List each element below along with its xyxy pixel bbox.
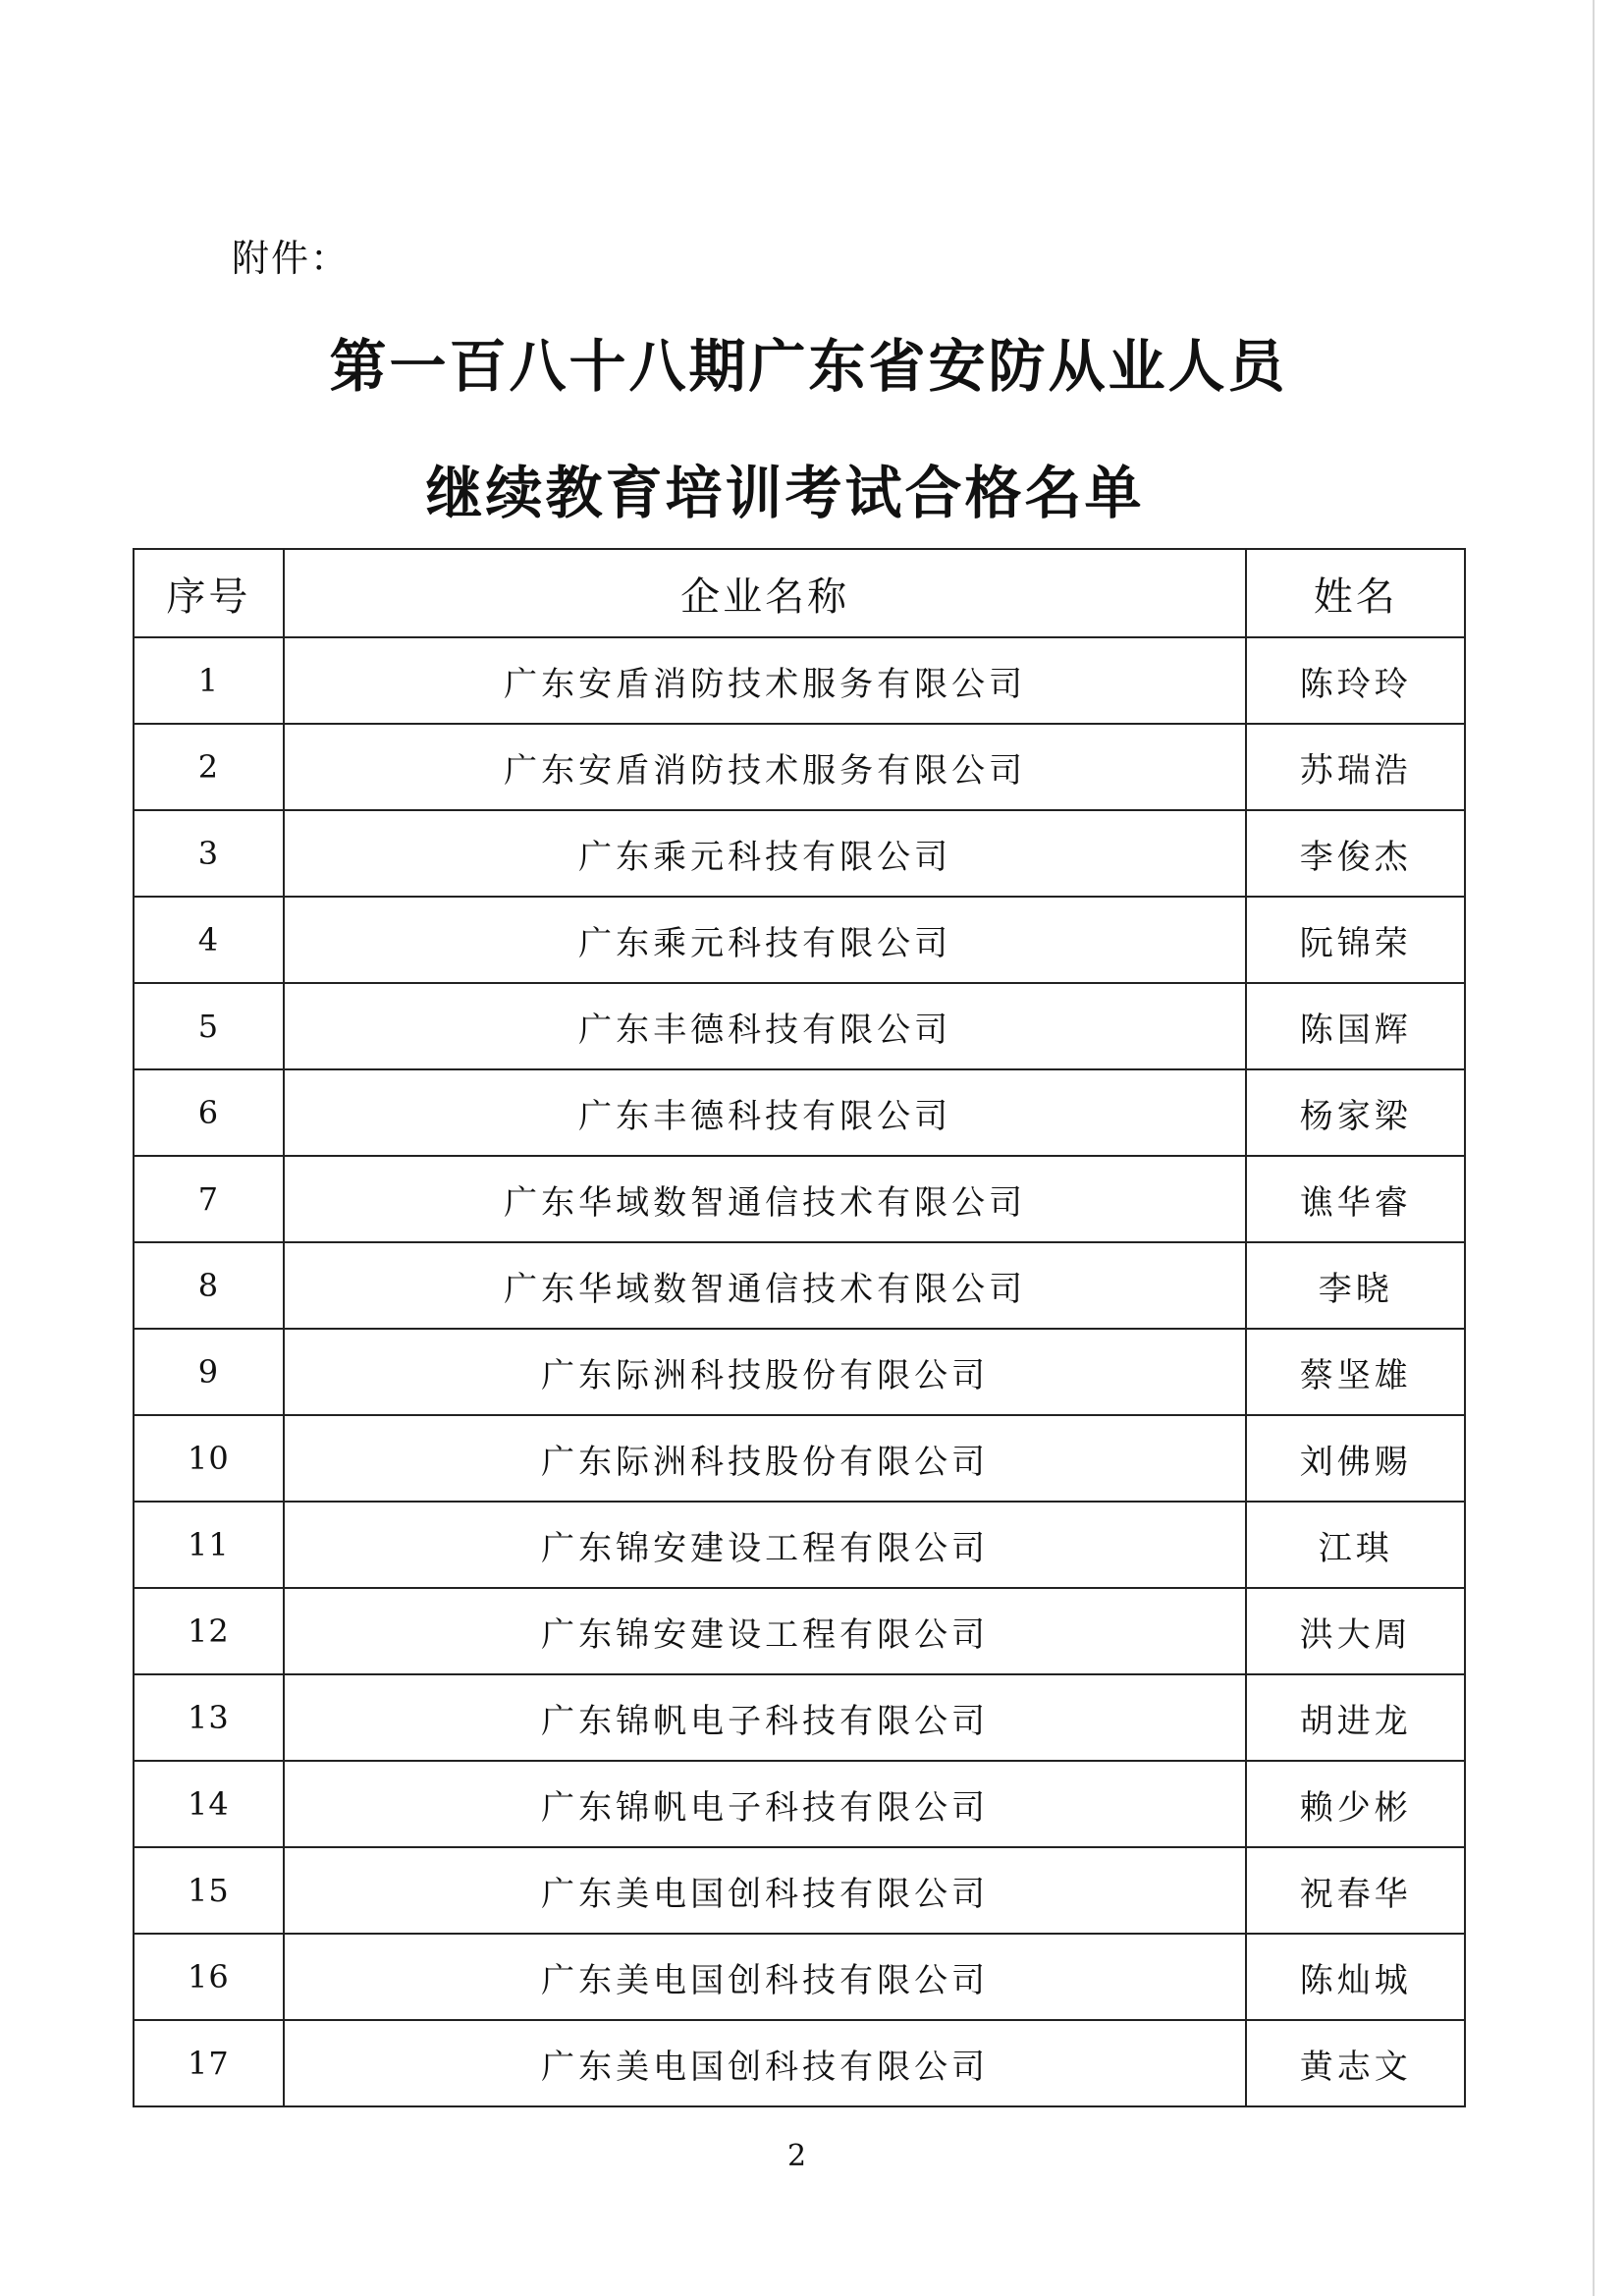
table-row xyxy=(134,1761,1465,1847)
row-index: 13 xyxy=(134,1674,284,1761)
row-name: 胡进龙 xyxy=(1246,1674,1465,1761)
row-index: 6 xyxy=(134,1069,284,1156)
table-row xyxy=(134,1069,1465,1156)
table-row xyxy=(134,1674,1465,1761)
row-company: 广东锦安建设工程有限公司 xyxy=(284,1588,1247,1674)
row-index: 16 xyxy=(134,1934,284,2020)
row-name: 陈灿城 xyxy=(1246,1934,1465,2020)
row-index: 2 xyxy=(134,724,284,810)
row-name: 刘佛赐 xyxy=(1246,1415,1465,1502)
header-name: 姓名 xyxy=(1246,549,1465,637)
attachment-label: 附件： xyxy=(232,237,351,280)
row-index: 9 xyxy=(134,1329,284,1415)
row-name: 江琪 xyxy=(1246,1502,1465,1588)
row-name: 陈玲玲 xyxy=(1246,637,1465,724)
table-row xyxy=(134,1329,1465,1415)
row-name: 蔡坚雄 xyxy=(1246,1329,1465,1415)
row-name: 李晓 xyxy=(1246,1242,1465,1329)
row-company: 广东美电国创科技有限公司 xyxy=(284,2020,1247,2106)
row-index: 5 xyxy=(134,983,284,1069)
row-name: 李俊杰 xyxy=(1246,810,1465,897)
row-name: 陈国辉 xyxy=(1246,983,1465,1069)
document-title-line-1: 第一百八十八期广东省安防从业人员 xyxy=(329,333,1288,400)
row-index: 4 xyxy=(134,897,284,983)
row-index: 10 xyxy=(134,1415,284,1502)
page-number: 2 xyxy=(786,2139,807,2173)
table-row xyxy=(134,2020,1465,2106)
row-name: 杨家梁 xyxy=(1246,1069,1465,1156)
header-index: 序号 xyxy=(134,549,284,637)
row-name: 谯华睿 xyxy=(1246,1156,1465,1242)
row-company: 广东华域数智通信技术有限公司 xyxy=(284,1156,1247,1242)
row-company: 广东美电国创科技有限公司 xyxy=(284,1934,1247,2020)
table-row xyxy=(134,983,1465,1069)
qualified-roster-table xyxy=(133,548,1466,2107)
table-row xyxy=(134,1588,1465,1674)
table-row xyxy=(134,1847,1465,1934)
row-company: 广东丰德科技有限公司 xyxy=(284,983,1247,1069)
row-company: 广东锦安建设工程有限公司 xyxy=(284,1502,1247,1588)
table-row xyxy=(134,897,1465,983)
row-company: 广东安盾消防技术服务有限公司 xyxy=(284,724,1247,810)
row-name: 黄志文 xyxy=(1246,2020,1465,2106)
table-row xyxy=(134,637,1465,724)
row-company: 广东安盾消防技术服务有限公司 xyxy=(284,637,1247,724)
table-row xyxy=(134,1502,1465,1588)
table-row xyxy=(134,810,1465,897)
row-company: 广东际洲科技股份有限公司 xyxy=(284,1329,1247,1415)
row-name: 阮锦荣 xyxy=(1246,897,1465,983)
row-name: 洪大周 xyxy=(1246,1588,1465,1674)
row-company: 广东际洲科技股份有限公司 xyxy=(284,1415,1247,1502)
row-name: 赖少彬 xyxy=(1246,1761,1465,1847)
row-index: 1 xyxy=(134,637,284,724)
row-company: 广东锦帆电子科技有限公司 xyxy=(284,1761,1247,1847)
row-company: 广东美电国创科技有限公司 xyxy=(284,1847,1247,1934)
row-index: 11 xyxy=(134,1502,284,1588)
header-company: 企业名称 xyxy=(284,549,1247,637)
table-header-row xyxy=(134,549,1465,637)
table-row xyxy=(134,1415,1465,1502)
row-index: 7 xyxy=(134,1156,284,1242)
row-company: 广东华域数智通信技术有限公司 xyxy=(284,1242,1247,1329)
row-company: 广东丰德科技有限公司 xyxy=(284,1069,1247,1156)
document-title-line-2: 继续教育培训考试合格名单 xyxy=(425,460,1145,526)
table-row xyxy=(134,1242,1465,1329)
table-row xyxy=(134,724,1465,810)
row-index: 17 xyxy=(134,2020,284,2106)
row-company: 广东锦帆电子科技有限公司 xyxy=(284,1674,1247,1761)
table-row xyxy=(134,1934,1465,2020)
row-index: 8 xyxy=(134,1242,284,1329)
table-row xyxy=(134,1156,1465,1242)
row-name: 苏瑞浩 xyxy=(1246,724,1465,810)
row-name: 祝春华 xyxy=(1246,1847,1465,1934)
row-index: 14 xyxy=(134,1761,284,1847)
row-index: 3 xyxy=(134,810,284,897)
row-company: 广东乘元科技有限公司 xyxy=(284,810,1247,897)
row-index: 12 xyxy=(134,1588,284,1674)
row-company: 广东乘元科技有限公司 xyxy=(284,897,1247,983)
row-index: 15 xyxy=(134,1847,284,1934)
